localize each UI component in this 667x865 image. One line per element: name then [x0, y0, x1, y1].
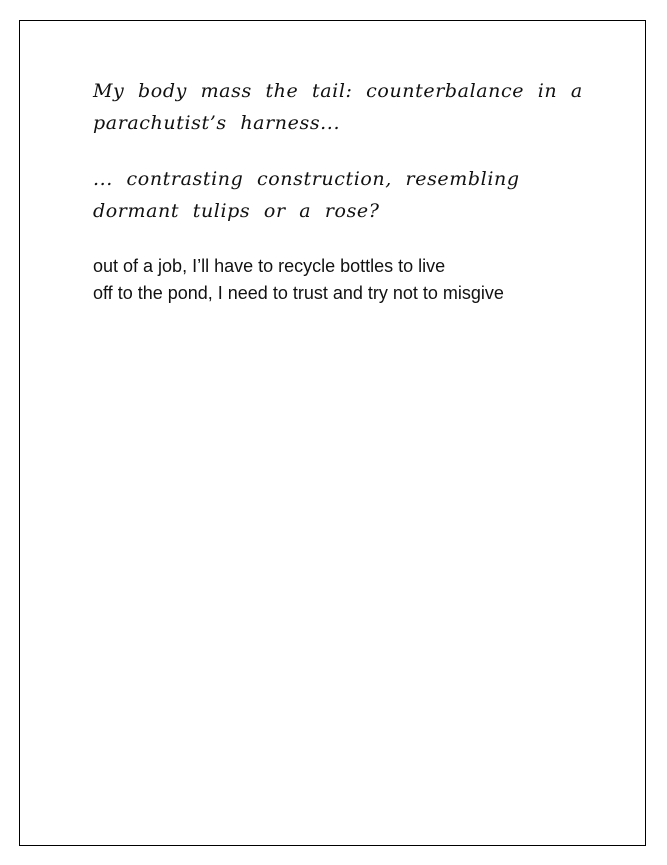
handwritten-stanza-2: [93, 163, 573, 227]
printed-line: out of a job, I’ll have to recycle bottles to live: [93, 256, 446, 276]
page-content: [93, 75, 583, 307]
handwritten-stanza-1: [93, 75, 583, 139]
handwritten-line: ... contrasting construction, resembling: [93, 168, 520, 190]
printed-stanza: [93, 253, 573, 307]
handwritten-line: parachutist’s harness...: [93, 112, 341, 134]
printed-line: off to the pond, I need to trust and try not to misgive: [93, 283, 504, 303]
handwritten-line: My body mass the tail: counterbalance in a: [93, 80, 583, 102]
handwritten-line: dormant tulips or a rose?: [93, 200, 380, 222]
document-page: [19, 20, 646, 846]
